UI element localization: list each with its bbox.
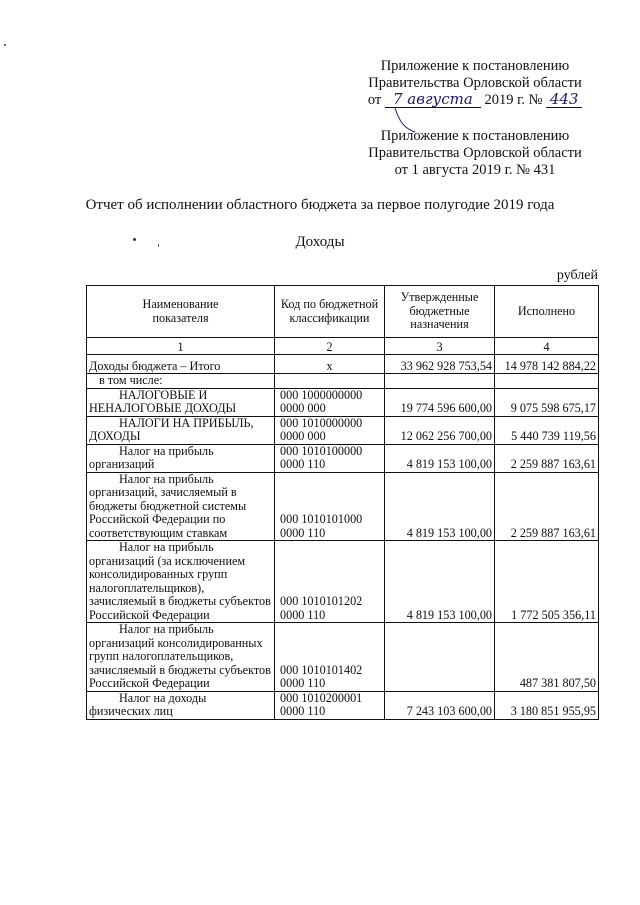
table-row	[87, 388, 599, 416]
row-executed: 9 075 598 675,17	[495, 388, 599, 416]
row-executed: 1 772 505 356,11	[495, 541, 599, 623]
col-number: 2	[275, 338, 385, 355]
row-executed	[495, 374, 599, 389]
row-approved: 33 962 928 753,54	[385, 355, 495, 374]
unit-label: рублей	[556, 268, 598, 283]
col-number: 3	[385, 338, 495, 355]
header-first	[330, 58, 620, 109]
row-code: 000 1010101402 0000 110	[275, 623, 385, 692]
row-code	[275, 374, 385, 389]
row-approved: 7 243 103 600,00	[385, 691, 495, 719]
header-first-line1: Приложение к постановлению	[380, 58, 570, 74]
header-second-line3: от 1 августа 2019 г. № 431	[394, 162, 556, 178]
row-code: 000 1010101000 0000 110	[275, 472, 385, 541]
row-approved	[385, 623, 495, 692]
col-header-executed: Исполнено	[495, 286, 599, 338]
row-approved	[385, 374, 495, 389]
row-executed: 14 978 142 884,22	[495, 355, 599, 374]
handwritten-date: 7 августа	[385, 92, 481, 108]
row-executed: 2 259 887 163,61	[495, 444, 599, 472]
header-second-line2: Правительства Орловской области	[368, 145, 582, 161]
col-number: 1	[87, 338, 275, 355]
row-approved: 4 819 153 100,00	[385, 444, 495, 472]
section-subtitle: Доходы	[295, 234, 345, 250]
table-row	[87, 691, 599, 719]
row-name: НАЛОГИ НА ПРИБЫЛЬ, ДОХОДЫ	[87, 416, 275, 444]
col-header-approved: Утвержденные бюджетные назначения	[385, 286, 495, 338]
header-first-year: 2019 г. №	[484, 92, 543, 108]
scan-speck	[4, 44, 6, 46]
table-row	[87, 541, 599, 623]
row-executed: 5 440 739 119,56	[495, 416, 599, 444]
table-header-row	[87, 286, 599, 338]
col-number: 4	[495, 338, 599, 355]
row-name: Налог на прибыль организаций, зачисляемый в бюджеты бюджетной системы Российской Федерации по соответствующим ставкам	[87, 472, 275, 541]
row-approved: 4 819 153 100,00	[385, 472, 495, 541]
document-title: Отчет об исполнении областного бюджета за первое полугодие 2019 года	[85, 197, 555, 213]
row-name: Налог на прибыль организаций	[87, 444, 275, 472]
column-number-row	[87, 338, 599, 355]
table-row	[87, 355, 599, 374]
income-table	[86, 285, 599, 720]
table-row	[87, 444, 599, 472]
row-code: 000 1000000000 0000 000	[275, 388, 385, 416]
handwritten-number: 443	[546, 92, 582, 108]
col-header-name: Наименование показателя	[87, 286, 275, 338]
table-row	[87, 374, 599, 389]
row-approved: 4 819 153 100,00	[385, 541, 495, 623]
table-row	[87, 623, 599, 692]
row-code: 000 1010101202 0000 110	[275, 541, 385, 623]
row-name: в том числе:	[87, 374, 275, 389]
row-code: х	[275, 355, 385, 374]
row-executed: 487 381 807,50	[495, 623, 599, 692]
row-executed: 2 259 887 163,61	[495, 472, 599, 541]
row-approved: 12 062 256 700,00	[385, 416, 495, 444]
table-row	[87, 416, 599, 444]
header-first-prefix: от	[367, 92, 382, 108]
table-row	[87, 472, 599, 541]
row-code: 000 1010000000 0000 000	[275, 416, 385, 444]
row-approved: 19 774 596 600,00	[385, 388, 495, 416]
row-name: Доходы бюджета – Итого	[87, 355, 275, 374]
header-second-line1: Приложение к постановлению	[380, 128, 570, 144]
header-first-line2: Правительства Орловской области	[368, 75, 582, 91]
row-name: НАЛОГОВЫЕ И НЕНАЛОГОВЫЕ ДОХОДЫ	[87, 388, 275, 416]
row-code: 000 1010200001 0000 110	[275, 691, 385, 719]
row-name: Налог на доходы физических лиц	[87, 691, 275, 719]
col-header-code: Код по бюджетной классификации	[275, 286, 385, 338]
row-executed: 3 180 851 955,95	[495, 691, 599, 719]
header-first-date-line	[330, 92, 620, 109]
header-second	[330, 128, 620, 179]
row-code: 000 1010100000 0000 110	[275, 444, 385, 472]
row-name: Налог на прибыль организаций (за исключением консолидированных групп налогоплательщиков), зачисляемый в бюджеты субъектов Российской Федерации	[87, 541, 275, 623]
row-name: Налог на прибыль организаций консолидированных групп налогоплательщиков, зачисляемый в бюджеты субъектов Российской Федерации	[87, 623, 275, 692]
